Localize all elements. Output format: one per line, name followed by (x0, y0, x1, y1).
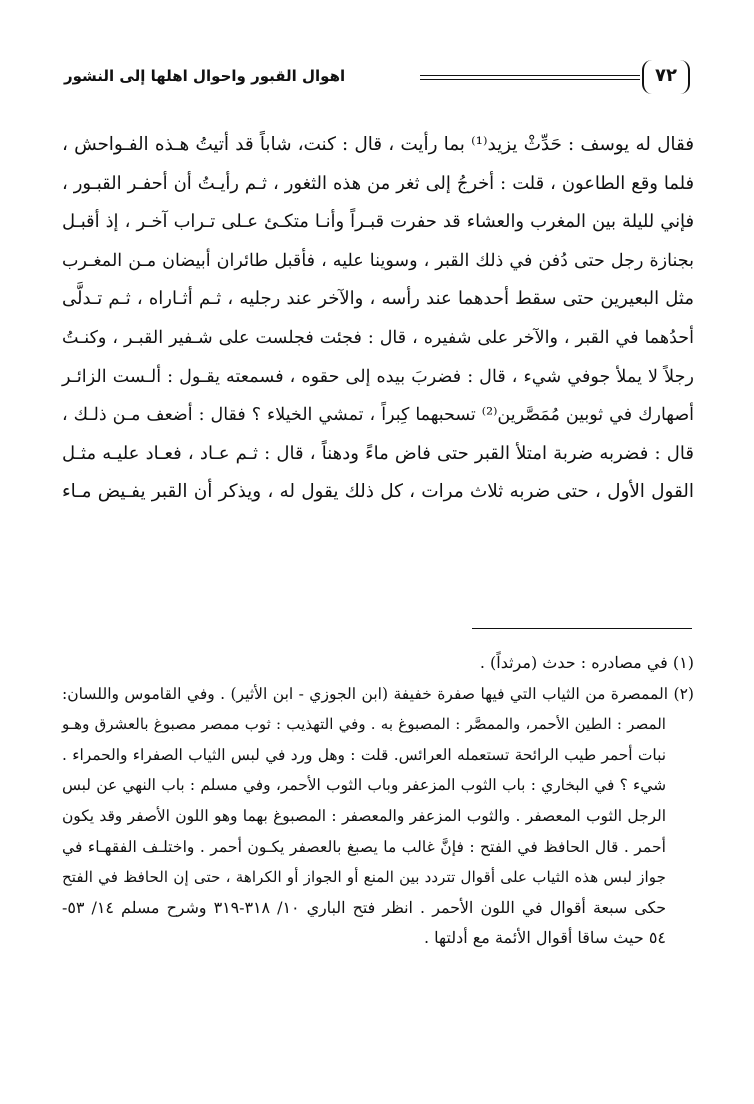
body-line: مثل البعيرين حتى سقط أحدهما عند رأسه ، والآخر عند رجليه ، ثـم أثـاراه ، ثـم تـدلَّى (62, 288, 694, 310)
body-line: فلما وقع الطاعون ، قلت : أخرجُ إلى ثغر من هذه الثغور ، ثـم رأيـتُ أن أحفـر القبـور ، (62, 172, 694, 194)
body-line: أصهارك في ثوبين مُمَصَّرين⁽²⁾ تسحبهما كِبراً ، تمشي الخيلاء ؟ فقال : أضعف مـن ذلـك ، (62, 405, 695, 426)
body-line: رجلاً لا يملأ جوفي شيء ، قال : فضربَ بيده إلى حقوه ، فسمعته يقـول : ألـست الزائـر (62, 366, 694, 387)
footnote-2 (62, 679, 694, 954)
footnote-line: (٢) الممصرة من الثياب التي فيها صفرة خفيفة (ابن الجوزي - ابن الأثير) . وفي القاموس واللسان: (62, 684, 694, 703)
footnote-line: حكى سبعة أقوال في اللون الأحمر . انظر فتح الباري ١٠/ ٣١٨-٣١٩ وشرح مسلم ١٤/ ٥٣- (62, 897, 666, 917)
footnote-line: جواز لبس هذه الثياب على أقوال تتردد بين المنع أو الجواز أو الكراهة ، حتى إن الحافظ في الفتح (62, 868, 666, 887)
footnote-1 (62, 648, 694, 679)
running-header (64, 60, 690, 96)
footnotes (62, 648, 694, 954)
body-line: بجنازة رجل حتى دُفن في ذلك القبر ، وسوينا عليه ، فأقبل طائران أبيضان مـن المغـرب (62, 250, 694, 271)
body-line: قال : فضربه ضربة امتلأ القبر حتى فاض ماءً ودهناً ، قال : ثـم عـاد ، فعـاد عليـه مثـل (62, 442, 694, 464)
header-rule (420, 75, 640, 80)
body-line: القول الأول ، حتى ضربه ثلاث مرات ، كل ذلك يقول له ، ويذكر أن القبر يفـيض مـاء (62, 481, 694, 503)
body-line: فإني لليلة بين المغرب والعشاء قد حفرت قبـراً وأنـا متكـئ عـلى تـراب آخـر ، إذ أقبـل (62, 211, 694, 233)
footnote-line: الرجل الثوب المعصفر . والثوب المزعفر والمعصفر : المصبوغ بهما وهو اللون الأصفر وقد يكون (62, 806, 666, 825)
page-number: ٧٢ (642, 60, 690, 94)
footnote-separator (472, 628, 692, 629)
footnote-line: المصر : الطين الأحمر، والممصَّر : المصبوغ به . وفي التهذيب : ثوب ممصر مصبوغ بالعشرق وهـو (62, 715, 666, 734)
main-text (62, 126, 694, 512)
body-line: أحدُهما في القبر ، والآخر على شفيره ، قال : فجئت فجلست على شـفير القبـر ، وكنـتُ (62, 327, 694, 348)
body-line: فقال له يوسف : حَدِّثْ يزيد⁽¹⁾ بما رأيت ، قال : كنت، شاباً قد أتيتُ هـذه الفـواحش ، (62, 134, 694, 155)
header-title: اهوال القبور واحوال اهلها إلى النشور (64, 67, 346, 85)
footnote-line: نبات أحمر طيب الرائحة تستعمله العرائس. قلت : وهل ورد في لبس الثياب الصفراء والحمراء . (62, 745, 666, 764)
footnote-line: (١) في مصادره : حدث (مرثداً) . (479, 653, 694, 672)
footnote-line: أحمر . قال الحافظ في الفتح : فإنَّ غالب ما يصبغ بالعصفر يكـون أحمر . واختلـف الفقهـاء في (62, 836, 666, 856)
footnote-line: شيء ؟ في البخاري : باب الثوب المزعفر وباب الثوب الأحمر، وفي مسلم : باب النهي عن لبس (62, 776, 666, 795)
footnote-line: ٥٤ حيث ساقا أقوال الأئمة مع أدلتها . (424, 928, 666, 948)
